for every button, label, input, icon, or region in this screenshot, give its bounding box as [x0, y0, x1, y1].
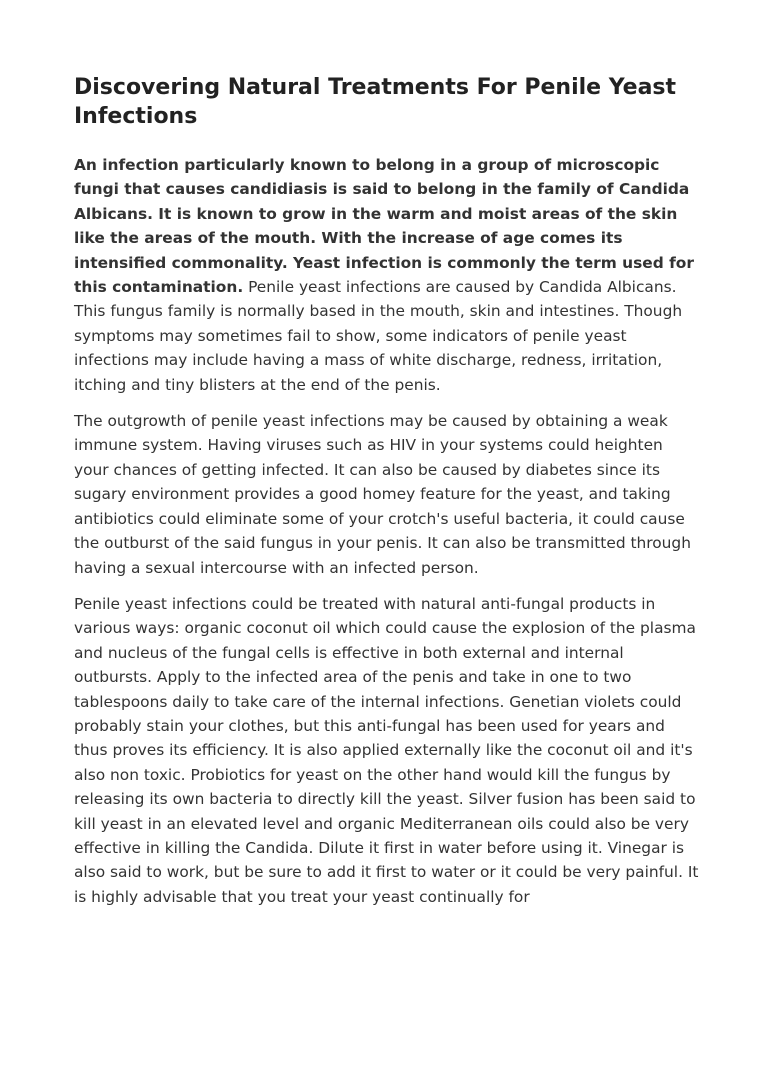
- intro-regular-text: Penile yeast infections are caused by Candida Albicans. This fungus family is normally based in the mouth, skin and intestines. Though symptoms may sometimes fail to show, some indicators of penile yeast infections may include having a mass of white discharge, redness, irritation, itching and tiny blisters at the end of the penis.: [74, 278, 683, 394]
- page-title: Discovering Natural Treatments For Penile Yeast Infections: [74, 75, 677, 129]
- intro-paragraph: [74, 153, 702, 397]
- paragraph-causes: The outgrowth of penile yeast infections may be caused by obtaining a weak immune system. Having viruses such as HIV in your systems could heighten your chances of getting infected. It can also be caused by diabetes since its sugary environment provides a good homey feature for the yeast, and taking antibiotics could eliminate some of your crotch's useful bacteria, it could cause the outburst of the said fungus in your penis. It can also be transmitted through having a sexual intercourse with an infected person.: [74, 412, 691, 577]
- intro-bold-text: An infection particularly known to belong in a group of microscopic fungi that causes candidiasis is said to belong in the family of Candida Albicans. It is known to grow in the warm and moist areas of the skin like the areas of the mouth. With the increase of age comes its intensified commonality. Yeast infection is commonly the term used for this contamination.: [74, 156, 694, 297]
- document-page: [74, 74, 702, 921]
- paragraph-treatments: Penile yeast infections could be treated with natural anti-fungal products in various ways: organic coconut oil which could cause the explosion of the plasma and nucleus of the fungal cells is effective in both external and internal outbursts. Apply to the infected area of the penis and take in one to two tablespoons daily to take care of the internal infections. Genetian violets could probably stain your clothes, but this anti-fungal has been used for years and thus proves its efficiency. It is also applied externally like the coconut oil and it's also non toxic. Probiotics for yeast on the other hand would kill the fungus by releasing its own bacteria to directly kill the yeast. Silver fusion has been said to kill yeast in an elevated level and organic Mediterranean oils could also be very effective in killing the Candida. Dilute it first in water before using it. Vinegar is also said to work, but be sure to add it first to water or it could be very painful. It is highly advisable that you treat your yeast continually for: [74, 594, 699, 906]
